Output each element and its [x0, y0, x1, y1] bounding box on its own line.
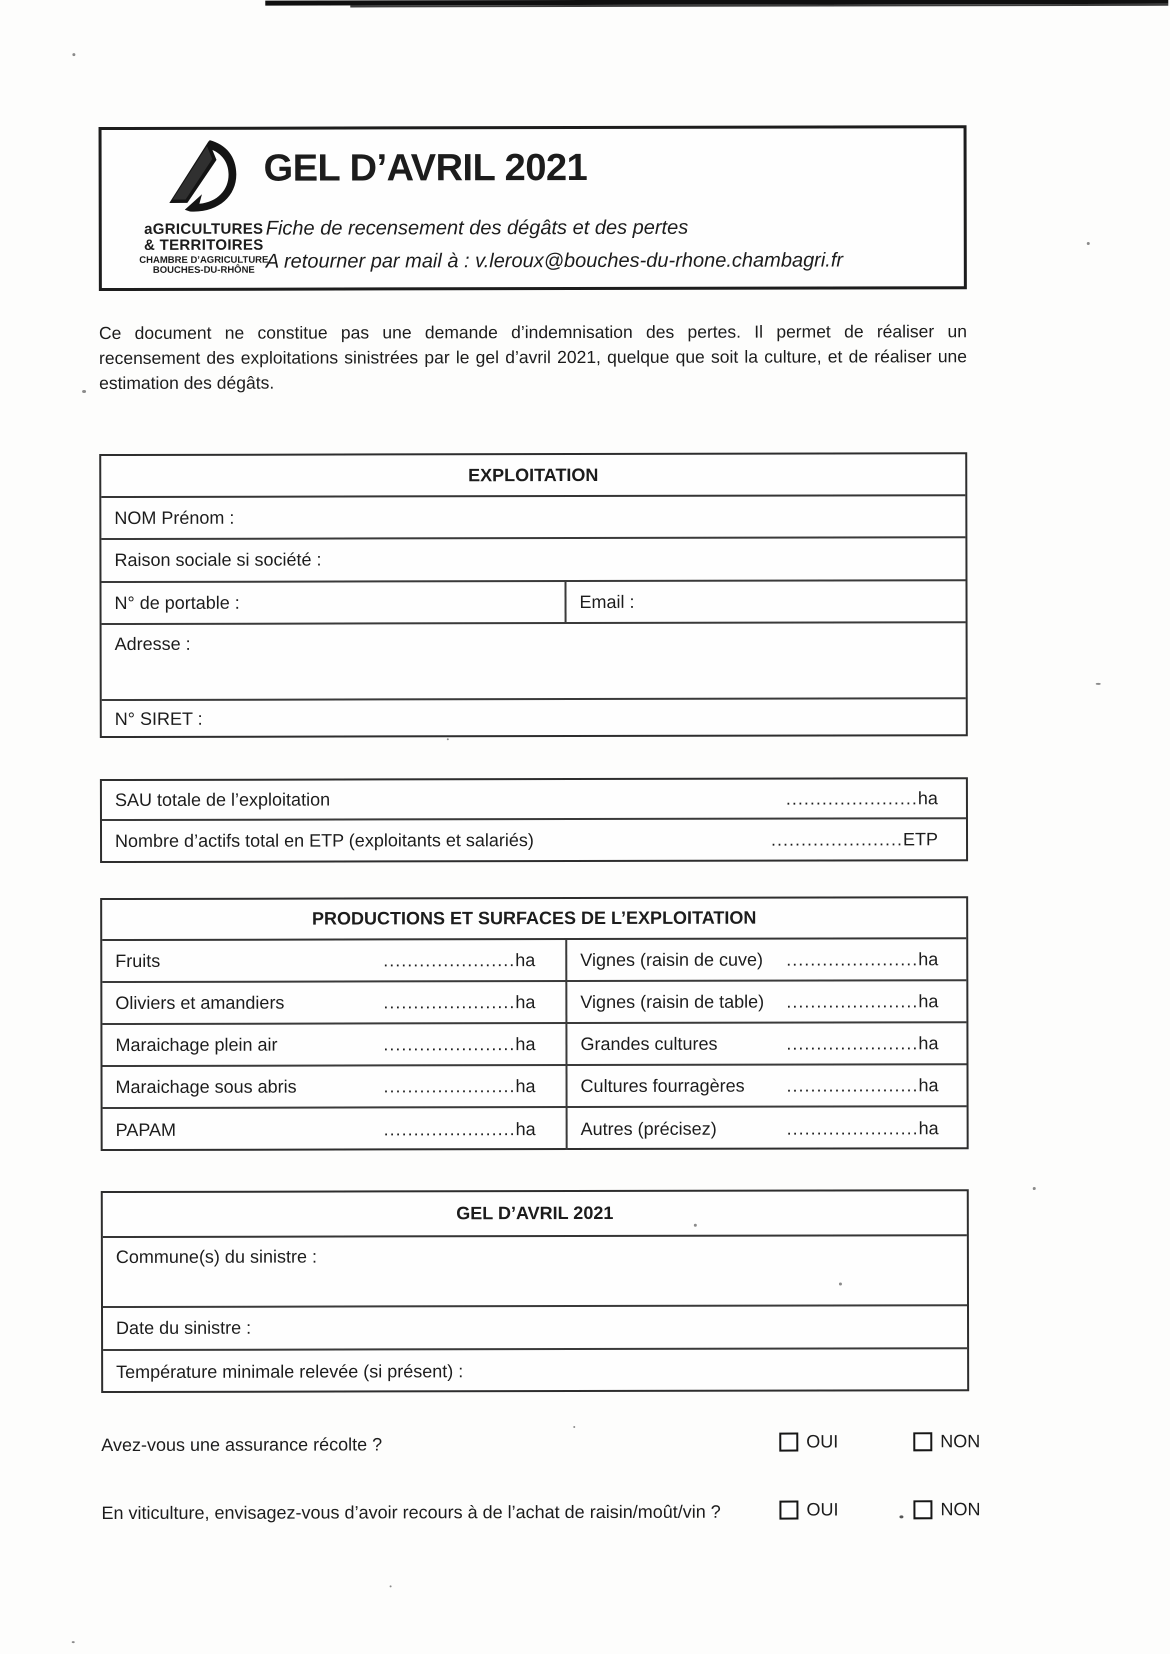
productions-row-2: [102, 981, 966, 1025]
nom-prenom-input-area[interactable]: [234, 496, 965, 538]
exploitation-table-title: EXPLOITATION: [101, 454, 965, 498]
grandes-cultures-input-area[interactable]: ......................ha: [786, 1032, 939, 1054]
scan-speck: [694, 1224, 697, 1227]
raison-sociale-label: Raison sociale si société :: [114, 549, 322, 570]
assurance-non-label: NON: [940, 1431, 981, 1452]
assurance-oui-group: [779, 1431, 838, 1452]
vignes-table-input-area[interactable]: ......................ha: [786, 990, 939, 1012]
question-assurance-text: Avez-vous une assurance récolte ?: [101, 1434, 383, 1456]
raison-sociale-input-area[interactable]: [322, 538, 966, 580]
field-row-siret: [102, 699, 966, 738]
scan-speck: [447, 738, 449, 740]
field-row-portable-email: [101, 581, 965, 625]
form-title: GEL D’AVRIL 2021: [263, 146, 588, 190]
assurance-non-checkbox[interactable]: [913, 1432, 932, 1451]
scan-speck: [1033, 1187, 1036, 1190]
assurance-oui-label: OUI: [806, 1431, 839, 1452]
logo-text-line3: CHAMBRE D’AGRICULTURE: [139, 254, 269, 266]
email-input-area[interactable]: [635, 581, 966, 622]
viticulture-oui-group: [779, 1499, 838, 1520]
exploitation-table: [99, 452, 968, 738]
productions-row-3: [102, 1023, 966, 1067]
vignes-cuve-input-area[interactable]: ......................ha: [786, 948, 939, 970]
adresse-label: Adresse :: [114, 633, 191, 654]
logo-text-line4: BOUCHES-DU-RHÔNE: [152, 264, 255, 276]
question-viticulture: [101, 1499, 1021, 1529]
chamber-agriculture-logo-icon: [158, 136, 250, 222]
scan-speck: [1087, 242, 1090, 245]
field-row-adresse: [102, 623, 966, 701]
field-row-temperature: [103, 1349, 967, 1393]
viticulture-oui-checkbox[interactable]: [779, 1501, 798, 1520]
form-header: [99, 125, 967, 291]
maraichage-plein-air-input-area[interactable]: ......................ha: [383, 1033, 536, 1054]
maraichage-sous-abris-input-area[interactable]: ......................ha: [383, 1075, 536, 1096]
return-email-line: A retourner par mail à : v.leroux@bouches-du-rhone.chambagri.fr: [265, 249, 844, 273]
autres-input-area[interactable]: ......................ha: [786, 1117, 939, 1139]
intro-line-1: Ce document ne constitue pas une demande d’indemnisation des pertes. Il permet de réaliser un: [98, 321, 967, 344]
sau-table: [100, 777, 968, 863]
siret-input-area[interactable]: [203, 699, 966, 738]
maraichage-plein-air-label: Maraichage plein air: [115, 1034, 278, 1055]
assurance-oui-checkbox[interactable]: [779, 1433, 798, 1452]
etp-label: Nombre d’actifs total en ETP (exploitants et salariés): [115, 829, 534, 851]
scan-speck: [573, 1426, 575, 1428]
communes-input-area[interactable]: [317, 1236, 967, 1305]
viticulture-non-group: [913, 1499, 980, 1520]
siret-label: N° SIRET :: [114, 708, 203, 729]
productions-row-4: [103, 1065, 967, 1109]
scan-speck: [1096, 683, 1101, 685]
temperature-input-area[interactable]: [463, 1349, 967, 1392]
form-subtitle: Fiche de recensement des dégâts et des pertes: [265, 216, 689, 240]
portable-input-area[interactable]: [240, 582, 565, 623]
intro-line-2: recensement des exploitations sinistrées par le gel d’avril 2021, quelque que soit la culture, et de réaliser une: [98, 346, 968, 369]
vignes-cuve-label: Vignes (raisin de cuve): [580, 949, 764, 970]
portable-label: N° de portable :: [114, 592, 240, 613]
field-row-communes: [103, 1236, 967, 1308]
temperature-label: Température minimale relevée (si présent) :: [116, 1360, 464, 1382]
scan-speck: [390, 1585, 392, 1587]
viticulture-oui-label: OUI: [806, 1499, 839, 1520]
field-row-nom-prenom: [101, 496, 965, 540]
date-sinistre-label: Date du sinistre :: [116, 1317, 252, 1338]
nom-prenom-label: NOM Prénom :: [114, 507, 235, 528]
fruits-input-area[interactable]: ......................ha: [383, 949, 536, 970]
field-row-raison-sociale: [101, 538, 965, 583]
productions-row-1: [102, 939, 966, 983]
logo-text-line2: & TERRITOIRES: [144, 236, 264, 254]
etp-row: [102, 819, 966, 861]
oliviers-label: Oliviers et amandiers: [115, 992, 285, 1013]
logo-text-line1: aGRICULTURES: [144, 220, 264, 238]
productions-table: [100, 896, 969, 1151]
email-label: Email :: [579, 591, 635, 612]
etp-input-area[interactable]: ......................ETP: [770, 828, 939, 850]
sau-row: [102, 779, 966, 821]
sau-input-area[interactable]: ......................ha: [785, 787, 938, 809]
intro-paragraph: [99, 319, 967, 396]
productions-table-title: PRODUCTIONS ET SURFACES DE L’EXPLOITATION: [102, 898, 966, 941]
scan-speck: [72, 53, 75, 56]
sau-label: SAU totale de l’exploitation: [114, 789, 331, 810]
scan-speck: [72, 1641, 75, 1643]
scan-speck: [899, 1515, 903, 1518]
scan-speck: [82, 390, 86, 393]
intro-line-3: estimation des dégâts.: [99, 372, 275, 394]
gel-table-title: GEL D’AVRIL 2021: [103, 1191, 967, 1238]
date-sinistre-input-area[interactable]: [251, 1306, 967, 1348]
oliviers-input-area[interactable]: ......................ha: [383, 991, 536, 1012]
field-row-date-sinistre: [103, 1306, 967, 1351]
adresse-input-area[interactable]: [191, 623, 966, 699]
scan-artifact-bar-2: [350, 4, 1168, 8]
productions-row-5: [103, 1107, 967, 1151]
vignes-table-label: Vignes (raisin de table): [580, 991, 765, 1012]
papam-input-area[interactable]: ......................ha: [383, 1118, 536, 1139]
gel-table: [101, 1189, 969, 1393]
autres-label: Autres (précisez): [580, 1118, 717, 1139]
grandes-cultures-label: Grandes cultures: [580, 1033, 718, 1054]
cultures-fourrageres-label: Cultures fourragères: [580, 1075, 745, 1096]
scan-speck: [839, 1282, 842, 1285]
fruits-label: Fruits: [115, 950, 161, 971]
papam-label: PAPAM: [115, 1119, 177, 1140]
assurance-non-group: [913, 1431, 980, 1452]
question-assurance: [101, 1431, 1021, 1461]
maraichage-sous-abris-label: Maraichage sous abris: [115, 1076, 297, 1097]
cultures-fourrageres-input-area[interactable]: ......................ha: [786, 1074, 939, 1096]
question-viticulture-text: En viticulture, envisagez-vous d’avoir recours à de l’achat de raisin/moût/vin ?: [101, 1501, 721, 1524]
viticulture-non-label: NON: [940, 1499, 981, 1520]
communes-label: Commune(s) du sinistre :: [115, 1246, 317, 1267]
viticulture-non-checkbox[interactable]: [913, 1500, 932, 1519]
